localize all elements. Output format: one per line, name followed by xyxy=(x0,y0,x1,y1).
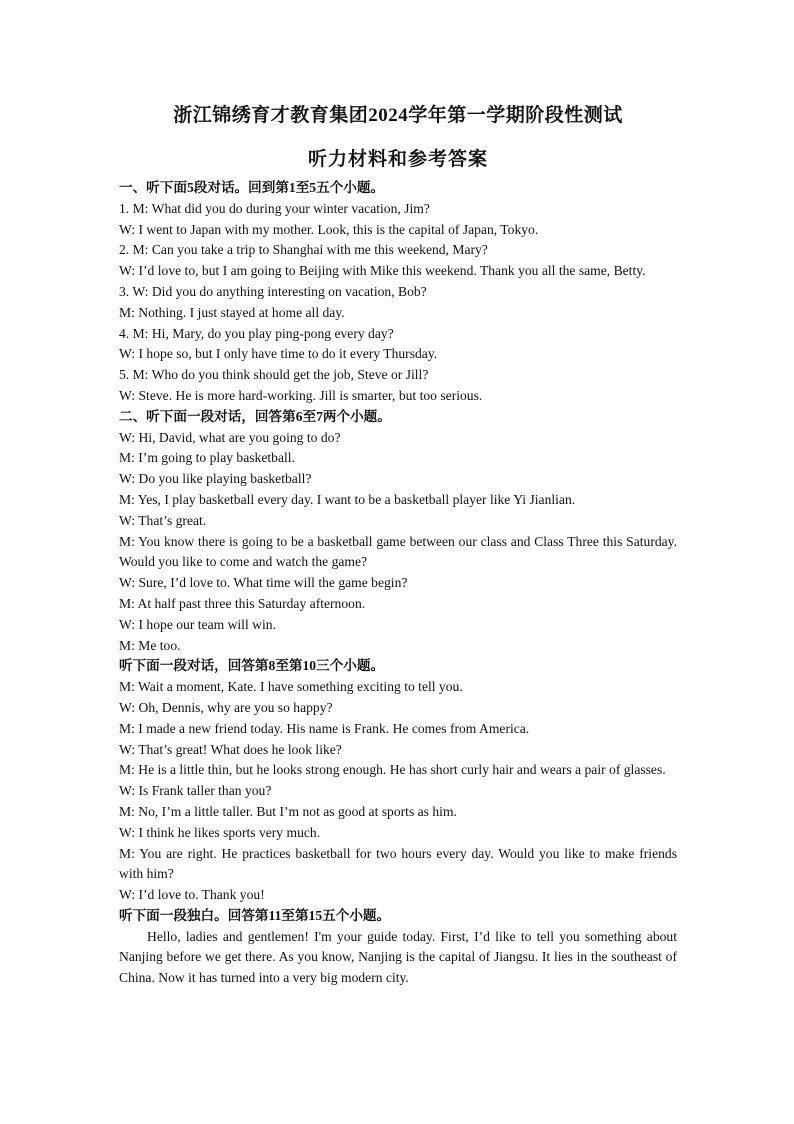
dialogue-line: W: Steve. He is more hard-working. Jill is smarter, but too serious. xyxy=(119,387,483,403)
dialogue-line: 2. M: Can you take a trip to Shanghai with me this weekend, Mary? xyxy=(119,242,488,258)
dialogue-line: M: I made a new friend today. His name is Frank. He comes from America. xyxy=(119,720,530,736)
dialogue-paragraph: M: You know there is going to be a basketball game between our class and Class Three this Saturday. Would you like to come and watch the game? xyxy=(119,533,677,570)
dialogue-line: W: I hope so, but I only have time to do it every Thursday. xyxy=(119,346,438,362)
section-heading: 一、听下面5段对话。回到第1至5五个小题。 xyxy=(119,180,385,195)
document-title: 浙江锦绣育才教育集团2024学年第一学期阶段性测试 xyxy=(173,105,623,126)
dialogue-line: W: Hi, David, what are you going to do? xyxy=(119,429,341,445)
dialogue-line: M: No, I’m a little taller. But I’m not as good at sports as him. xyxy=(119,803,457,819)
dialogue-line: W: I’d love to. Thank you! xyxy=(119,887,265,903)
section-heading: 听下面一段独白。回答第11至第15五个小题。 xyxy=(119,907,391,923)
dialogue-line: 5. M: Who do you think should get the job, Steve or Jill? xyxy=(119,367,429,383)
dialogue-line: W: I think he likes sports very much. xyxy=(119,824,321,840)
dialogue-line: W: Oh, Dennis, why are you so happy? xyxy=(119,699,333,715)
dialogue-line: 4. M: Hi, Mary, do you play ping-pong every day? xyxy=(119,325,394,341)
dialogue-line: 3. W: Did you do anything interesting on vacation, Bob? xyxy=(119,283,427,299)
dialogue-paragraph: M: He is a little thin, but he looks strong enough. He has short curly hair and wears a pair of glasses. xyxy=(119,762,666,778)
section-heading: 二、听下面一段对话，回答第6至7两个小题。 xyxy=(119,408,391,424)
dialogue-line: M: Me too. xyxy=(119,637,181,653)
dialogue-line: M: Wait a moment, Kate. I have something exciting to tell you. xyxy=(119,679,463,695)
dialogue-line: 1. M: What did you do during your winter vacation, Jim? xyxy=(119,200,430,216)
dialogue-line: W: I hope our team will win. xyxy=(119,616,276,632)
dialogue-line: M: At half past three this Saturday afternoon. xyxy=(119,595,366,611)
dialogue-line: W: I went to Japan with my mother. Look, this is the capital of Japan, Tokyo. xyxy=(119,221,539,237)
dialogue-line: M: I’m going to play basketball. xyxy=(119,450,295,466)
dialogue-paragraph: M: You are right. He practices basketball for two hours every day. Would you like to make friends with him? xyxy=(119,845,677,882)
dialogue-line: W: That’s great! What does he look like? xyxy=(119,741,342,757)
dialogue-line: W: Sure, I’d love to. What time will the game begin? xyxy=(119,575,408,591)
dialogue-line: M: Nothing. I just stayed at home all day. xyxy=(119,304,345,320)
document-subtitle: 听力材料和参考答案 xyxy=(307,149,488,170)
dialogue-line: W: Is Frank taller than you? xyxy=(119,783,272,799)
monologue-paragraph: Hello, ladies and gentlemen! I'm your guide today. First, I’d like to tell you something about Nanjing before we get there. As you know, Nanjing is the capital of Jiangsu. It lies in the southeast of China. Now it has turned into a very big modern city. xyxy=(119,928,677,986)
dialogue-line: M: Yes, I play basketball every day. I want to be a basketball player like Yi Jianlian. xyxy=(119,491,576,507)
dialogue-line: W: Do you like playing basketball? xyxy=(119,471,312,487)
document-body xyxy=(119,178,677,989)
dialogue-line: W: I’d love to, but I am going to Beijing with Mike this weekend. Thank you all the same, Betty. xyxy=(119,263,646,279)
dialogue-line: W: That’s great. xyxy=(119,512,207,528)
section-heading: 听下面一段对话，回答第8至第10三个小题。 xyxy=(119,658,385,674)
